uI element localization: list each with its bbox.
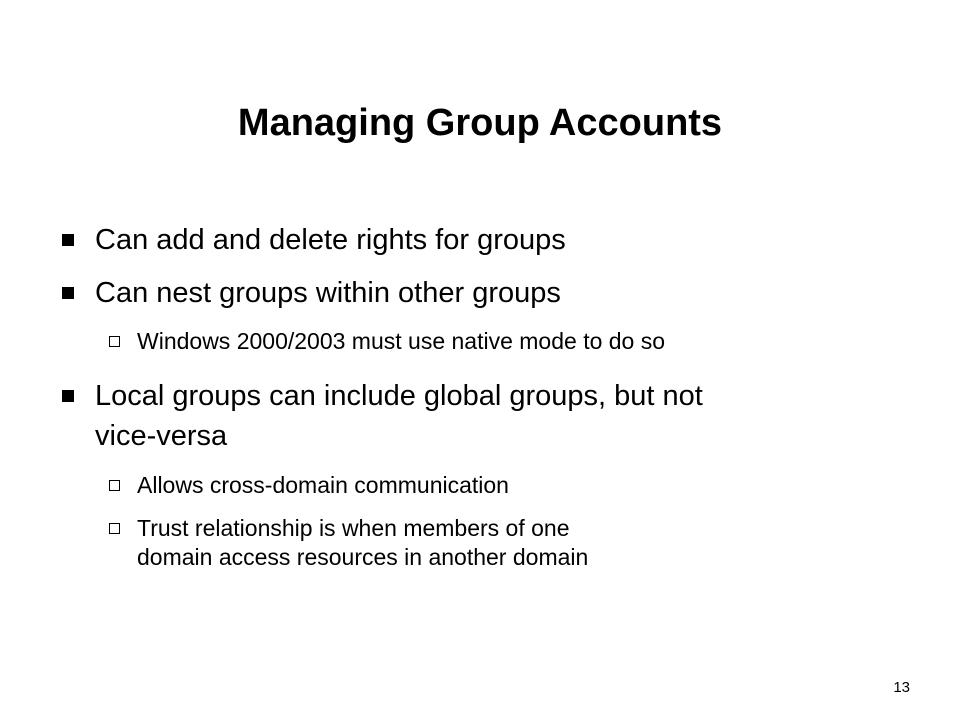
slide-title: Managing Group Accounts: [237, 102, 723, 144]
square-bullet-icon: [62, 234, 74, 246]
bullet-text: Can nest groups within other groups: [95, 277, 561, 309]
sub-bullet-item: [0, 471, 900, 500]
bullet-item: [0, 273, 900, 313]
sub-bullet-text: Allows cross-domain communication: [137, 472, 509, 498]
square-bullet-icon: [62, 287, 74, 299]
sub-bullet-text: Windows 2000/2003 must use native mode to do so: [137, 328, 666, 354]
bullet-text: Can add and delete rights for groups: [95, 224, 566, 256]
sub-bullet-item: [0, 514, 900, 572]
page-number: 13: [893, 679, 910, 696]
square-bullet-icon: [62, 390, 74, 402]
sub-bullet-item: [0, 327, 900, 356]
hollow-square-bullet-icon: [109, 523, 120, 534]
hollow-square-bullet-icon: [109, 480, 120, 491]
bullet-item: [0, 376, 900, 456]
bullet-text: Local groups can include global groups, but not vice-versa: [95, 380, 703, 452]
bullet-item: [0, 220, 900, 260]
hollow-square-bullet-icon: [109, 336, 120, 347]
sub-bullet-text: Trust relationship is when members of one domain access resources in another domain: [137, 515, 589, 570]
